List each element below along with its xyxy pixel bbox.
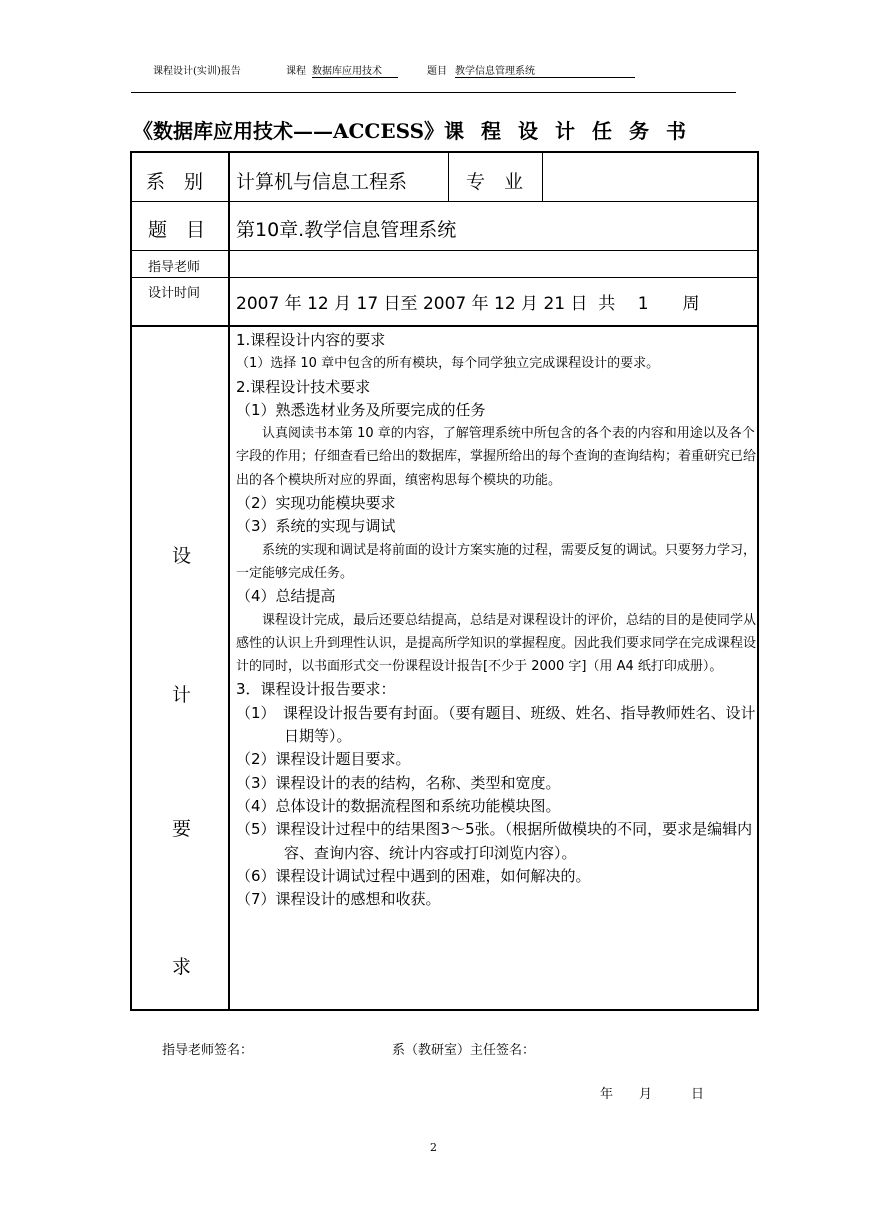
req-char-2: 计 [172, 684, 192, 706]
report-label: 课程设计(实训)报告 [153, 66, 241, 77]
page-title [133, 115, 743, 144]
content-paragraph: （7）课程设计的感想和收获。 [236, 890, 441, 909]
content-paragraph: （1） 课程设计报告要有封面。（要有题目、班级、姓名、指导教师姓名、设计日期等）。 [236, 703, 756, 746]
content-paragraph: （5）课程设计过程中的结果图3～5张。（根据所做模块的不同，要求是编辑内容、查询内容、统计内容或打印浏览内容）。 [236, 820, 753, 862]
teacher-signature-label: 指导老师签名： [162, 1043, 254, 1058]
content-paragraph: （3）系统的实现与调试 [236, 517, 396, 536]
dept-label: 系 别 [146, 171, 204, 193]
req-char-4: 求 [172, 956, 192, 978]
content-paragraph: 认真阅读书本第 10 章的内容，了解管理系统中所包含的各个表的内容和用途以及各个字段的作用；仔细查看已给出的数据库，掌握所给出的每个查询的查询结构；着重研究已给出的各个模块所对应的界面，缜密构思每个模块的功能。 [236, 426, 757, 488]
major-label: 专 业 [466, 171, 524, 193]
dept-value: 计算机与信息工程系 [236, 171, 408, 193]
content-paragraph: 1.课程设计内容的要求 [236, 331, 386, 349]
time-label: 设计时间 [148, 286, 201, 301]
content-paragraph: （3）课程设计的表的结构，名称、类型和宽度。 [236, 773, 561, 792]
req-char-1: 设 [172, 545, 192, 567]
content-paragraph: （4）总结提高 [236, 587, 336, 606]
dept-signature-label: 系（教研室）主任签名： [392, 1043, 536, 1058]
header-rule [131, 92, 736, 93]
content-paragraph: （1）熟悉选材业务及所要完成的任务 [236, 400, 486, 419]
topic-value: 第10章.教学信息管理系统 [236, 219, 457, 241]
content-paragraph: 系统的实现和调试是将前面的设计方案实施的过程，需要反复的调试。只要努力学习，一定能够完成任务。 [236, 542, 757, 581]
title-main: 《数据库应用技术——ACCESS》 [133, 119, 445, 143]
topic-label: 题目 [427, 66, 447, 77]
content-paragraph: （1）选择 10 章中包含的所有模块，每个同学独立完成课程设计的要求。 [236, 356, 660, 372]
content-paragraph: （2）课程设计题目要求。 [236, 750, 411, 769]
req-char-3: 要 [172, 818, 192, 840]
topic-value: 教学信息管理系统 [455, 62, 635, 78]
content-paragraph: （6）课程设计调试过程中遇到的困难，如何解决的。 [236, 866, 591, 885]
course-label: 课程 [286, 66, 306, 77]
content-paragraph: （4）总体设计的数据流程图和系统功能模块图。 [236, 796, 561, 815]
content-paragraph: （2）实现功能模块要求 [236, 494, 396, 513]
task-table [130, 151, 759, 1011]
date-label: 年 月 日 [600, 1087, 705, 1102]
content-paragraph: 课程设计完成，最后还要总结提高，总结是对课程设计的评价，总结的目的是使同学从感性的认识上升到理性认识，是提高所学知识的掌握程度。因此我们要求同学在完成课程设计的同时，以书面形式交一份课程设计报告[不少于 2000 字]（用 A4 纸打印成册）。 [236, 612, 757, 675]
content-paragraph: 2.课程设计技术要求 [236, 377, 371, 396]
requirements-content [236, 329, 756, 911]
content-paragraph: 3．课程设计报告要求： [236, 680, 396, 699]
course-value: 数据库应用技术 [312, 62, 398, 78]
teacher-label: 指导老师 [148, 260, 201, 275]
time-value: 2007 年 12 月 17 日至 2007 年 12 月 21 日 共 1 周 [236, 294, 700, 314]
topic-label: 题 目 [148, 219, 206, 241]
page-number: 2 [430, 1141, 437, 1154]
title-tail: 课程设计任务书 [444, 119, 704, 143]
